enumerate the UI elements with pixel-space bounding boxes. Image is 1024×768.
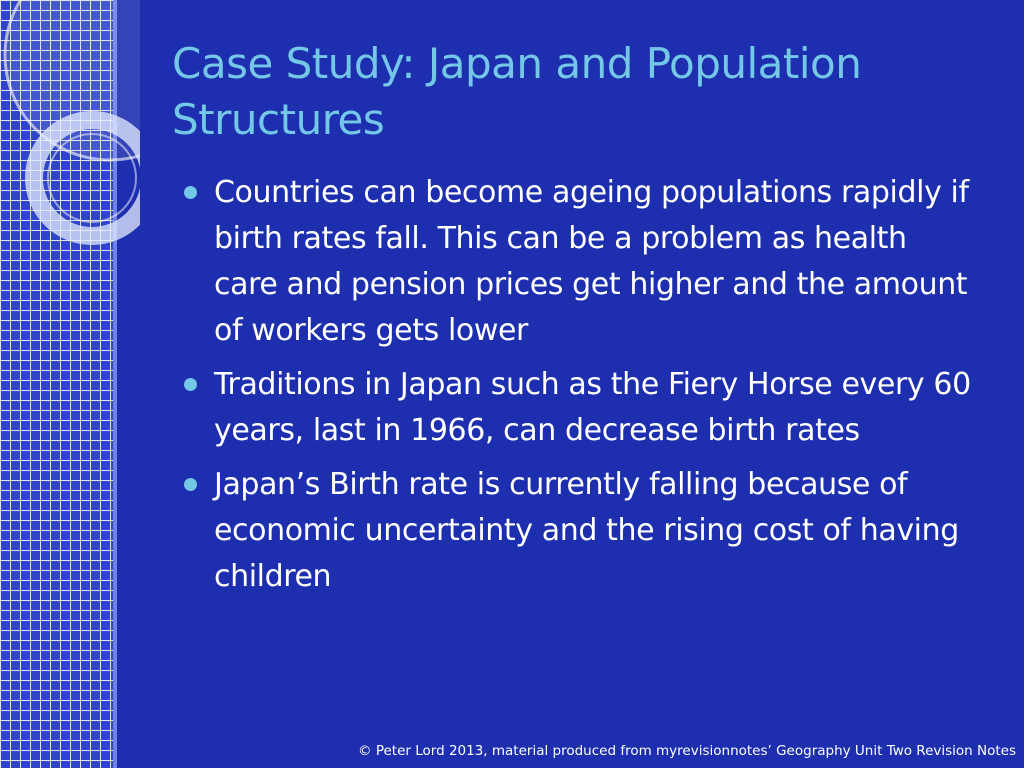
bullet-item [184, 170, 974, 354]
bullet-text: Japan’s Birth rate is currently falling because of economic uncertainty and the rising cost of having children [214, 467, 959, 594]
bullet-text: Countries can become ageing populations rapidly if birth rates fall. This can be a problem as health care and pension prices get higher and the amount of workers gets lower [214, 175, 969, 348]
bullet-list [184, 170, 974, 608]
bullet-item [184, 462, 974, 600]
bullet-dot-icon [184, 478, 197, 491]
slide-title: Case Study: Japan and Population Structures [172, 39, 862, 144]
bullet-item [184, 362, 974, 454]
bullet-dot-icon [184, 186, 197, 199]
copyright-footer: © Peter Lord 2013, material produced from myrevisionnotes’ Geography Unit Two Revision Notes [358, 743, 1016, 759]
bullet-dot-icon [184, 378, 197, 391]
decorative-arcs [0, 0, 140, 260]
bullet-text: Traditions in Japan such as the Fiery Horse every 60 years, last in 1966, can decrease birth rates [214, 367, 971, 448]
